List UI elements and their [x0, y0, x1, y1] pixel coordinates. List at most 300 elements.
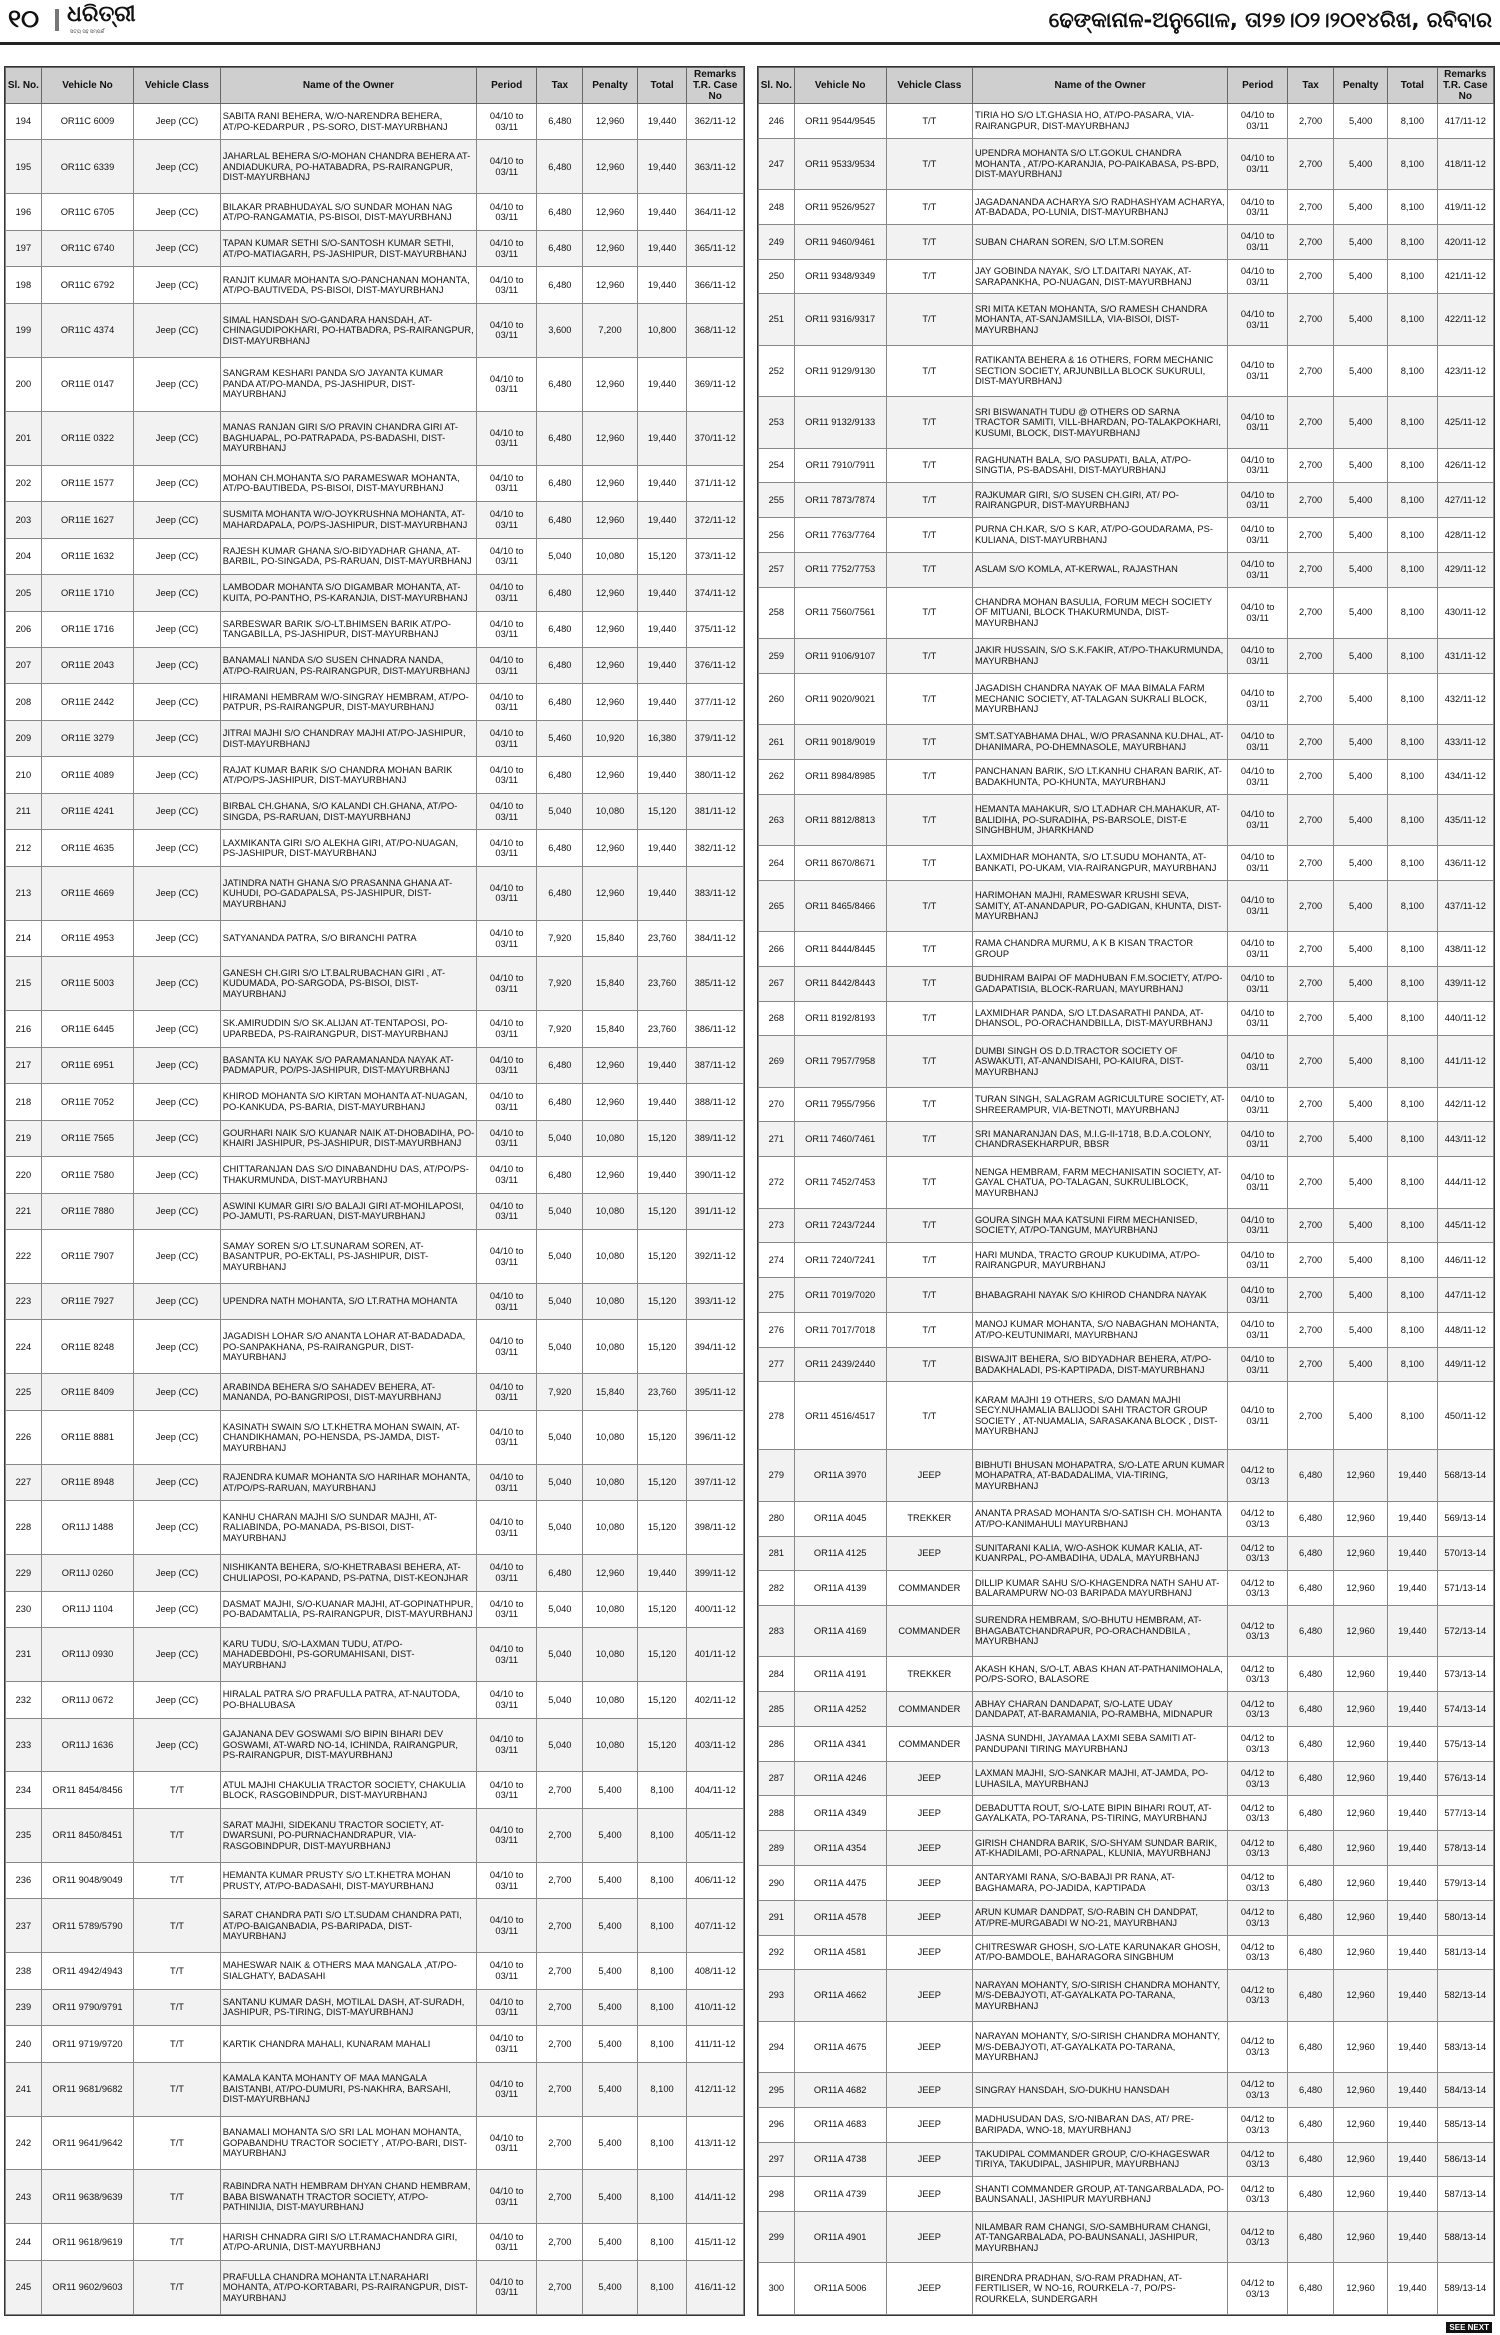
remarks-cell: 403/11-12 [687, 1718, 744, 1772]
vehicle-class-cell: T/T [886, 1278, 972, 1313]
vehicle-class-cell: T/T [886, 1087, 972, 1122]
period-cell: 04/10 to 03/11 [477, 1989, 537, 2025]
sl-no-cell: 264 [759, 845, 795, 880]
sl-no-cell: 270 [759, 1087, 795, 1122]
table-row [759, 294, 1494, 345]
period-cell: 04/10 to 03/11 [477, 793, 537, 829]
owner-name-cell: SARAT CHANDRA PATI S/O LT.SUDAM CHANDRA PATI, AT/PO-BAIGANBADIA, PS-BARIPADA, DIST-MAYURBHANJ [220, 1899, 476, 1953]
vehicle-no-cell: OR11C 4374 [41, 303, 133, 357]
period-cell: 04/10 to 03/11 [1228, 518, 1288, 553]
period-cell: 04/10 to 03/11 [477, 1157, 537, 1193]
sl-no-cell: 256 [759, 518, 795, 553]
remarks-cell: 404/11-12 [687, 1772, 744, 1808]
sl-no-cell: 288 [759, 1796, 795, 1831]
period-cell: 04/10 to 03/11 [1228, 104, 1288, 139]
penalty-cell: 12,960 [1334, 1692, 1388, 1727]
vehicle-no-cell: OR11 8450/8451 [41, 1808, 133, 1862]
total-cell: 8,100 [1388, 190, 1437, 225]
owner-name-cell: BHABAGRAHI NAYAK S/O KHIROD CHANDRA NAYAK [972, 1278, 1227, 1313]
total-cell: 8,100 [1388, 932, 1437, 967]
remarks-cell: 384/11-12 [687, 920, 744, 956]
owner-name-cell: MADHUSUDAN DAS, S/O-NIBARAN DAS, AT/ PRE-BARIPADA, WNO-18, MAYURBHANJ [972, 2107, 1227, 2142]
owner-name-cell: HEMANTA MAHAKUR, S/O LT.ADHAR CH.MAHAKUR, AT-BALIDIHA, PO-SURADIHA, PS-BARSOLE, DIST-E SINGHBHUM, JHARKHAND [972, 794, 1227, 845]
sl-no-cell: 208 [6, 684, 42, 720]
owner-name-cell: HIRAMANI HEMBRAM W/O-SINGRAY HEMBRAM, AT/PO-PATPUR, PS-RAIRANGPUR, DIST-MAYURBHANJ [220, 684, 476, 720]
total-cell: 8,100 [1388, 1347, 1437, 1382]
tax-cell: 5,040 [537, 793, 583, 829]
table-row [759, 673, 1494, 724]
total-cell: 19,440 [637, 411, 687, 465]
total-cell: 8,100 [1388, 138, 1437, 189]
tax-cell: 5,040 [537, 1628, 583, 1682]
period-cell: 04/10 to 03/11 [1228, 845, 1288, 880]
penalty-cell: 12,960 [1334, 2212, 1388, 2263]
table-row [6, 720, 744, 756]
penalty-cell: 5,400 [583, 2062, 637, 2116]
period-cell: 04/12 to 03/13 [1228, 1501, 1288, 1536]
owner-name-cell: MAHESWAR NAIK & OTHERS MAA MANGALA ,AT/PO-SIALGHATY, BADASAHI [220, 1953, 476, 1989]
total-cell: 8,100 [637, 2116, 687, 2170]
total-cell: 15,120 [637, 1718, 687, 1772]
tax-cell: 2,700 [1288, 1087, 1334, 1122]
tax-cell: 6,480 [1288, 1536, 1334, 1571]
remarks-cell: 428/11-12 [1437, 518, 1493, 553]
total-cell: 19,440 [1388, 1692, 1437, 1727]
period-cell: 04/12 to 03/13 [1228, 1831, 1288, 1866]
tax-cell: 6,480 [537, 647, 583, 683]
vehicle-no-cell: OR11C 6705 [41, 194, 133, 230]
sl-no-cell: 297 [759, 2142, 795, 2177]
period-cell: 04/12 to 03/13 [1228, 1761, 1288, 1796]
remarks-cell: 569/13-14 [1437, 1501, 1493, 1536]
tax-cell: 6,480 [537, 611, 583, 647]
period-cell: 04/10 to 03/11 [1228, 224, 1288, 259]
vehicle-no-cell: OR11A 4341 [794, 1726, 886, 1761]
vehicle-class-cell: Jeep (CC) [134, 647, 221, 683]
tax-cell: 2,700 [1288, 1243, 1334, 1278]
total-cell: 23,760 [637, 1011, 687, 1047]
owner-name-cell: DASMAT MAJHI, S/O-KUANAR MAJHI, AT-GOPINATHPUR, PO-BADAMTALIA, PS-RAIRANGPUR, DIST-MAYURBHANJ [220, 1591, 476, 1627]
penalty-cell: 5,400 [1334, 259, 1388, 294]
table-row [759, 1606, 1494, 1657]
remarks-cell: 571/13-14 [1437, 1571, 1493, 1606]
total-cell: 19,440 [637, 1084, 687, 1120]
page-header [0, 0, 1500, 40]
owner-name-cell: SAMAY SOREN S/O LT.SUNARAM SOREN, AT-BASANTPUR, PO-EKTALI, PS-JASHIPUR, DIST-MAYURBHANJ [220, 1230, 476, 1284]
owner-name-cell: BILAKAR PRABHUDAYAL S/O SUNDAR MOHAN NAG AT/PO-RANGAMATIA, PS-BISOI, DIST-MAYURBHANJ [220, 194, 476, 230]
tax-cell: 6,480 [1288, 1970, 1334, 2021]
vehicle-no-cell: OR11 7560/7561 [794, 587, 886, 638]
tax-cell: 2,700 [1288, 880, 1334, 931]
vehicle-no-cell: OR11E 4953 [41, 920, 133, 956]
penalty-cell: 12,960 [583, 230, 637, 266]
table-row [6, 757, 744, 793]
vehicle-no-cell: OR11E 8409 [41, 1374, 133, 1410]
sl-no-cell: 299 [759, 2212, 795, 2263]
vehicle-no-cell: OR11A 4252 [794, 1692, 886, 1727]
penalty-cell: 5,400 [1334, 518, 1388, 553]
penalty-cell: 12,960 [583, 866, 637, 920]
vehicle-class-cell: Jeep (CC) [134, 502, 221, 538]
remarks-cell: 379/11-12 [687, 720, 744, 756]
owner-name-cell: PURNA CH.KAR, S/O S KAR, AT/PO-GOUDARAMA, PS-KULIANA, DIST-MAYURBHANJ [972, 518, 1227, 553]
period-cell: 04/12 to 03/13 [1228, 2177, 1288, 2212]
period-cell: 04/10 to 03/11 [1228, 1001, 1288, 1036]
owner-name-cell: HARIMOHAN MAJHI, RAMESWAR KRUSHI SEVA, SAMITY, AT-ANANDAPUR, PO-GADIGAN, KHUNTA, DIST-MAYURBHANJ [972, 880, 1227, 931]
vehicle-no-cell: OR11E 0322 [41, 411, 133, 465]
tax-cell: 6,480 [537, 502, 583, 538]
owner-name-cell: LAXMIKANTA GIRI S/O ALEKHA GIRI, AT/PO-NUAGAN, PS-JASHIPUR, DIST-MAYURBHANJ [220, 830, 476, 866]
period-cell: 04/10 to 03/11 [1228, 1347, 1288, 1382]
owner-name-cell: LAXMAN MAJHI, S/O-SANKAR MAJHI, AT-JAMDA, PO-LUHASILA, MAYURBHANJ [972, 1761, 1227, 1796]
remarks-cell: 407/11-12 [687, 1899, 744, 1953]
vehicle-class-cell: COMMANDER [886, 1726, 972, 1761]
period-cell: 04/12 to 03/13 [1228, 2263, 1288, 2315]
total-cell: 19,440 [637, 140, 687, 194]
sl-no-cell: 251 [759, 294, 795, 345]
penalty-cell: 12,960 [1334, 2177, 1388, 2212]
total-cell: 8,100 [1388, 845, 1437, 880]
total-cell: 19,440 [1388, 1657, 1437, 1692]
sl-no-cell: 279 [759, 1450, 795, 1501]
table-row [759, 1831, 1494, 1866]
remarks-cell: 577/13-14 [1437, 1796, 1493, 1831]
vehicle-no-cell: OR11 9533/9534 [794, 138, 886, 189]
vehicle-no-cell: OR11E 4669 [41, 866, 133, 920]
sl-no-cell: 271 [759, 1122, 795, 1157]
col-header: Total [637, 68, 687, 104]
tax-cell: 2,700 [1288, 294, 1334, 345]
owner-name-cell: SANTANU KUMAR DASH, MOTILAL DASH, AT-SURADH, JASHIPUR, PS-TIRING, DIST-MAYURBHANJ [220, 1989, 476, 2025]
table-row [6, 1011, 744, 1047]
vehicle-class-cell: Jeep (CC) [134, 757, 221, 793]
table-row [6, 866, 744, 920]
sl-no-cell: 283 [759, 1606, 795, 1657]
penalty-cell: 5,400 [1334, 552, 1388, 587]
total-cell: 19,440 [1388, 1536, 1437, 1571]
period-cell: 04/10 to 03/11 [477, 1011, 537, 1047]
period-cell: 04/12 to 03/13 [1228, 1970, 1288, 2021]
tax-cell: 2,700 [1288, 1208, 1334, 1243]
remarks-cell: 589/13-14 [1437, 2263, 1493, 2315]
total-cell: 8,100 [637, 2224, 687, 2260]
vehicle-no-cell: OR11 9020/9021 [794, 673, 886, 724]
total-cell: 19,440 [637, 1047, 687, 1083]
table-row [759, 845, 1494, 880]
sl-no-cell: 257 [759, 552, 795, 587]
owner-name-cell: SINGRAY HANSDAH, S/O-DUKHU HANSDAH [972, 2073, 1227, 2108]
total-cell: 15,120 [637, 1193, 687, 1229]
total-cell: 8,100 [1388, 638, 1437, 673]
sl-no-cell: 248 [759, 190, 795, 225]
tax-cell: 2,700 [1288, 1278, 1334, 1313]
table-row [759, 1935, 1494, 1970]
table-row [759, 448, 1494, 483]
period-cell: 04/10 to 03/11 [477, 1047, 537, 1083]
owner-name-cell: BANAMALI MOHANTA S/O SRI LAL MOHAN MOHANTA, GOPABANDHU TRACTOR SOCIETY , AT/PO-BARI, DIST-MAYURBHANJ [220, 2116, 476, 2170]
owner-name-cell: HARI MUNDA, TRACTO GROUP KUKUDIMA, AT/PO-RAIRANGPUR, MAYURBHANJ [972, 1243, 1227, 1278]
table-row [759, 1087, 1494, 1122]
total-cell: 19,440 [1388, 1796, 1437, 1831]
sl-no-cell: 209 [6, 720, 42, 756]
period-cell: 04/10 to 03/11 [477, 575, 537, 611]
owner-name-cell: TAPAN KUMAR SETHI S/O-SANTOSH KUMAR SETHI, AT/PO-MATIAGARH, PS-JASHIPUR, DIST-MAYURBHANJ [220, 230, 476, 266]
vehicle-no-cell: OR11 9526/9527 [794, 190, 886, 225]
table-row [6, 1157, 744, 1193]
remarks-cell: 578/13-14 [1437, 1831, 1493, 1866]
tax-cell: 5,040 [537, 1230, 583, 1284]
vehicle-no-cell: OR11E 0147 [41, 357, 133, 411]
vehicle-no-cell: OR11E 1577 [41, 465, 133, 501]
total-cell: 23,760 [637, 957, 687, 1011]
table-row [6, 2260, 744, 2314]
tax-cell: 5,040 [537, 1193, 583, 1229]
vehicle-class-cell: T/T [886, 1036, 972, 1087]
total-cell: 19,440 [1388, 2177, 1437, 2212]
total-cell: 8,100 [1388, 1208, 1437, 1243]
sl-no-cell: 265 [759, 880, 795, 931]
vehicle-class-cell: T/T [886, 483, 972, 518]
tax-cell: 2,700 [1288, 552, 1334, 587]
vehicle-no-cell: OR11 7243/7244 [794, 1208, 886, 1243]
tax-cell: 6,480 [537, 411, 583, 465]
owner-name-cell: KAMALA KANTA MOHANTY OF MAA MANGALA BAISTANBI, AT/PO-DUMURI, PS-NAKHRA, BARSAHI, DIST-MAYURBHANJ [220, 2062, 476, 2116]
period-cell: 04/10 to 03/11 [477, 866, 537, 920]
owner-name-cell: GOURA SINGH MAA KATSUNI FIRM MECHANISED, SOCIETY, AT/PO-TANGUM, MAYURBHANJ [972, 1208, 1227, 1243]
period-cell: 04/12 to 03/13 [1228, 1900, 1288, 1935]
table-row [759, 587, 1494, 638]
newspaper-logo: ଧରିତ୍ରୀ [67, 2, 136, 27]
sl-no-cell: 277 [759, 1347, 795, 1382]
sl-no-cell: 197 [6, 230, 42, 266]
owner-name-cell: BIBHUTI BHUSAN MOHAPATRA, S/O-LATE ARUN KUMAR MOHAPATRA, AT-BADADALIMA, VIA-TIRING, MAYURBHANJ [972, 1450, 1227, 1501]
sl-no-cell: 214 [6, 920, 42, 956]
vehicle-no-cell: OR11C 6339 [41, 140, 133, 194]
owner-name-cell: DILLIP KUMAR SAHU S/O-KHAGENDRA NATH SAHU AT-BALARAMPURW NO-03 BARIPADA MAYURBHANJ [972, 1571, 1227, 1606]
vehicle-class-cell: T/T [886, 845, 972, 880]
sl-no-cell: 210 [6, 757, 42, 793]
penalty-cell: 5,400 [1334, 483, 1388, 518]
vehicle-no-cell: OR11E 1710 [41, 575, 133, 611]
total-cell: 19,440 [1388, 1450, 1437, 1501]
vehicle-class-cell: T/T [886, 673, 972, 724]
penalty-cell: 5,400 [1334, 138, 1388, 189]
vehicle-class-cell: JEEP [886, 2021, 972, 2072]
remarks-cell: 406/11-12 [687, 1862, 744, 1898]
penalty-cell: 5,400 [1334, 1157, 1388, 1208]
tax-cell: 2,700 [1288, 138, 1334, 189]
vehicle-class-cell: Jeep (CC) [134, 1555, 221, 1591]
remarks-cell: 388/11-12 [687, 1084, 744, 1120]
penalty-cell: 5,400 [583, 2170, 637, 2224]
vehicle-no-cell: OR11E 1716 [41, 611, 133, 647]
owner-name-cell: UPENDRA NATH MOHANTA, S/O LT.RATHA MOHANTA [220, 1284, 476, 1320]
tax-cell: 5,040 [537, 1501, 583, 1555]
owner-name-cell: GANESH CH.GIRI S/O LT.BALRUBACHAN GIRI , AT-KUDUMADA, PO-SARGODA, PS-BISOI, DIST-MAYURBHANJ [220, 957, 476, 1011]
remarks-cell: 365/11-12 [687, 230, 744, 266]
tax-cell: 6,480 [537, 830, 583, 866]
tax-cell: 2,700 [537, 1953, 583, 1989]
vehicle-class-cell: Jeep (CC) [134, 1120, 221, 1156]
period-cell: 04/10 to 03/11 [477, 1682, 537, 1718]
tax-cell: 6,480 [537, 230, 583, 266]
sl-no-cell: 221 [6, 1193, 42, 1229]
total-cell: 10,800 [637, 303, 687, 357]
vehicle-class-cell: T/T [134, 1899, 221, 1953]
remarks-cell: 412/11-12 [687, 2062, 744, 2116]
owner-name-cell: UPENDRA MOHANTA S/O LT.GOKUL CHANDRA MOHANTA , AT/PO-KARANJIA, PO-PAIKABASA, PS-BPD, DIST-MAYURBHANJ [972, 138, 1227, 189]
vehicle-class-cell: JEEP [886, 1970, 972, 2021]
tax-cell: 3,600 [537, 303, 583, 357]
period-cell: 04/10 to 03/11 [1228, 294, 1288, 345]
vehicle-no-cell: OR11 2439/2440 [794, 1347, 886, 1382]
vehicle-class-cell: T/T [886, 759, 972, 794]
owner-name-cell: ABHAY CHARAN DANDAPAT, S/O-LATE UDAY DANDAPAT, AT-BARAMANIA, PO-RAMBHA, MIDNAPUR [972, 1692, 1227, 1727]
vehicle-no-cell: OR11J 0260 [41, 1555, 133, 1591]
penalty-cell: 12,960 [583, 575, 637, 611]
owner-name-cell: SMT.SATYABHAMA DHAL, W/O PRASANNA KU.DHAL, AT-DHANIMARA, PO-DHEMNASOLE, MAYURBHANJ [972, 725, 1227, 760]
vehicle-class-cell: T/T [886, 587, 972, 638]
remarks-cell: 422/11-12 [1437, 294, 1493, 345]
total-cell: 19,440 [637, 611, 687, 647]
penalty-cell: 10,080 [583, 1410, 637, 1464]
table-row [6, 2062, 744, 2116]
owner-name-cell: SURENDRA HEMBRAM, S/O-BHUTU HEMBRAM, AT-BHAGABATCHANDRAPUR, PO-ORACHANDBILA , MAYURBHANJ [972, 1606, 1227, 1657]
total-cell: 8,100 [637, 1953, 687, 1989]
owner-name-cell: RABINDRA NATH HEMBRAM DHYAN CHAND HEMBRAM, BABA BISWANATH TRACTOR SOCIETY, AT/PO-PATHINIJIA, DIST-MAYURBHANJ [220, 2170, 476, 2224]
total-cell: 19,440 [637, 502, 687, 538]
tax-cell: 6,480 [1288, 2107, 1334, 2142]
penalty-cell: 12,960 [583, 502, 637, 538]
period-cell: 04/10 to 03/11 [477, 2224, 537, 2260]
vehicle-no-cell: OR11 9641/9642 [41, 2116, 133, 2170]
total-cell: 15,120 [637, 1230, 687, 1284]
penalty-cell: 5,400 [583, 1808, 637, 1862]
remarks-cell: 419/11-12 [1437, 190, 1493, 225]
total-cell: 15,120 [637, 793, 687, 829]
vehicle-no-cell: OR11 9790/9791 [41, 1989, 133, 2025]
sl-no-cell: 227 [6, 1464, 42, 1500]
tax-cell: 7,920 [537, 1374, 583, 1410]
vehicle-class-cell: Jeep (CC) [134, 1011, 221, 1047]
sl-no-cell: 232 [6, 1682, 42, 1718]
penalty-cell: 5,400 [1334, 587, 1388, 638]
remarks-cell: 376/11-12 [687, 647, 744, 683]
total-cell: 8,100 [1388, 1243, 1437, 1278]
owner-name-cell: DUMBI SINGH OS D.D.TRACTOR SOCIETY OF ASWAKUTI, AT-ANANDISAHI, PO-KAIURA, DIST-MAYURBHANJ [972, 1036, 1227, 1087]
vehicle-no-cell: OR11A 4738 [794, 2142, 886, 2177]
remarks-cell: 390/11-12 [687, 1157, 744, 1193]
table-row [759, 190, 1494, 225]
remarks-cell: 436/11-12 [1437, 845, 1493, 880]
vehicle-no-cell: OR11J 0930 [41, 1628, 133, 1682]
owner-name-cell: JAY GOBINDA NAYAK, S/O LT.DAITARI NAYAK, AT-SARAPANKHA, PO-NUAGAN, DIST-MAYURBHANJ [972, 259, 1227, 294]
remarks-cell: 426/11-12 [1437, 448, 1493, 483]
total-cell: 19,440 [637, 684, 687, 720]
table-row [759, 2212, 1494, 2263]
sl-no-cell: 216 [6, 1011, 42, 1047]
total-cell: 8,100 [637, 2260, 687, 2314]
total-cell: 8,100 [1388, 294, 1437, 345]
penalty-cell: 12,960 [583, 757, 637, 793]
penalty-cell: 7,200 [583, 303, 637, 357]
penalty-cell: 12,960 [583, 411, 637, 465]
table-row [759, 638, 1494, 673]
vehicle-no-cell: OR11A 4662 [794, 1970, 886, 2021]
vehicle-class-cell: T/T [886, 966, 972, 1001]
vehicle-class-cell: Jeep (CC) [134, 194, 221, 230]
sl-no-cell: 235 [6, 1808, 42, 1862]
sl-no-cell: 292 [759, 1935, 795, 1970]
table-row [6, 920, 744, 956]
remarks-cell: 411/11-12 [687, 2026, 744, 2062]
penalty-cell: 5,400 [1334, 794, 1388, 845]
table-row [6, 793, 744, 829]
sl-no-cell: 290 [759, 1866, 795, 1901]
owner-name-cell: NENGA HEMBRAM, FARM MECHANISATIN SOCIETY, AT-GAYAL CHATUA, PO-TALAGAN, SUKRULIBLOCK, MAYURBHANJ [972, 1157, 1227, 1208]
period-cell: 04/10 to 03/11 [1228, 1157, 1288, 1208]
table-row [759, 1382, 1494, 1450]
table-row [759, 138, 1494, 189]
tax-cell: 6,480 [537, 267, 583, 303]
total-cell: 19,440 [1388, 2263, 1437, 2315]
period-cell: 04/12 to 03/13 [1228, 1450, 1288, 1501]
owner-name-cell: KARTIK CHANDRA MAHALI, KUNARAM MAHALI [220, 2026, 476, 2062]
total-cell: 8,100 [637, 1772, 687, 1808]
remarks-cell: 392/11-12 [687, 1230, 744, 1284]
penalty-cell: 10,080 [583, 1230, 637, 1284]
table-row [759, 725, 1494, 760]
vehicle-class-cell: Jeep (CC) [134, 1501, 221, 1555]
period-cell: 04/12 to 03/13 [1228, 1935, 1288, 1970]
table-row [759, 966, 1494, 1001]
sl-no-cell: 241 [6, 2062, 42, 2116]
sl-no-cell: 222 [6, 1230, 42, 1284]
sl-no-cell: 278 [759, 1382, 795, 1450]
vehicle-no-cell: OR11C 6009 [41, 104, 133, 140]
period-cell: 04/10 to 03/11 [477, 957, 537, 1011]
tax-cell: 6,480 [537, 1047, 583, 1083]
table-row [759, 1692, 1494, 1727]
owner-name-cell: BASANTA KU NAYAK S/O PARAMANANDA NAYAK AT-PADMAPUR, PO/PS-JASHIPUR, DIST-MAYURBHANJ [220, 1047, 476, 1083]
penalty-cell: 10,080 [583, 1628, 637, 1682]
penalty-cell: 12,960 [1334, 2142, 1388, 2177]
period-cell: 04/10 to 03/11 [477, 1862, 537, 1898]
remarks-cell: 418/11-12 [1437, 138, 1493, 189]
vehicle-no-cell: OR11A 4349 [794, 1796, 886, 1831]
tax-cell: 6,480 [537, 1555, 583, 1591]
sl-no-cell: 217 [6, 1047, 42, 1083]
total-cell: 19,440 [1388, 1571, 1437, 1606]
vehicle-no-cell: OR11A 4675 [794, 2021, 886, 2072]
remarks-cell: 375/11-12 [687, 611, 744, 647]
vehicle-class-cell: T/T [886, 104, 972, 139]
penalty-cell: 12,960 [1334, 1866, 1388, 1901]
remarks-cell: 440/11-12 [1437, 1001, 1493, 1036]
period-cell: 04/12 to 03/13 [1228, 2142, 1288, 2177]
col-header: Period [477, 68, 537, 104]
vehicle-no-cell: OR11 9602/9603 [41, 2260, 133, 2314]
vehicle-class-cell: JEEP [886, 2212, 972, 2263]
sl-no-cell: 268 [759, 1001, 795, 1036]
vehicle-no-cell: OR11C 6740 [41, 230, 133, 266]
vehicle-no-cell: OR11J 1104 [41, 1591, 133, 1627]
remarks-cell: 393/11-12 [687, 1284, 744, 1320]
tax-cell: 2,700 [1288, 638, 1334, 673]
table-row [6, 140, 744, 194]
left-table [5, 67, 744, 2315]
sl-no-cell: 196 [6, 194, 42, 230]
